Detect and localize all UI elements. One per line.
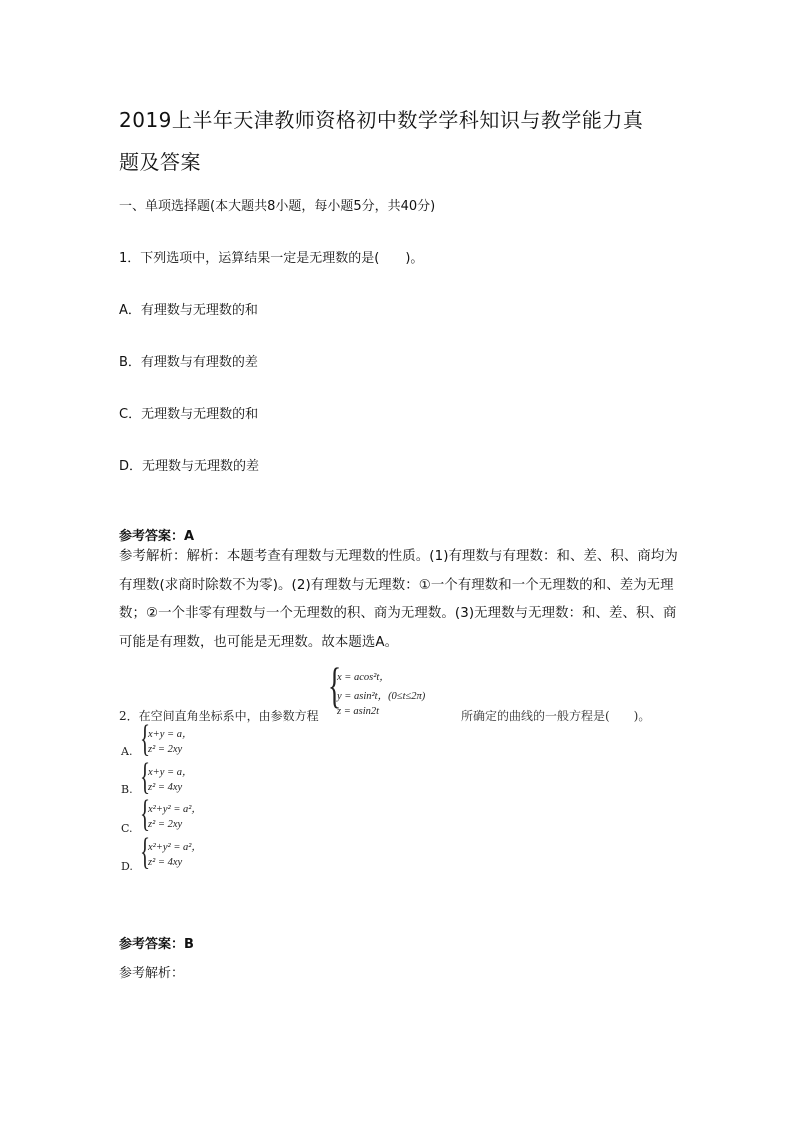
q1-option-a: A．有理数与无理数的和 (119, 303, 258, 318)
brace-icon: { (140, 793, 151, 835)
q2-option-b-system (140, 756, 260, 802)
q2-option-b-eq2: z² = 4xy (148, 782, 183, 793)
q2-param-eq-z: z = asin2t (337, 706, 380, 717)
section-heading: 一、单项选择题(本大题共8小题，每小题5分，共40分) (119, 199, 436, 214)
q2-parametric-system (328, 657, 468, 724)
q2-param-eq-x: x = acos²t， (337, 672, 390, 683)
q1-option-b: B．有理数与有理数的差 (119, 355, 258, 370)
q2-option-b-eq1: x+y = a， (148, 767, 193, 778)
document-title-line-1: 2019上半年天津教师资格初中数学学科知识与教学能力真 (119, 108, 644, 132)
q2-option-a-eq1: x+y = a， (148, 729, 193, 740)
q1-answer: 参考答案：A (119, 529, 195, 544)
q1-stem: 1．下列选项中，运算结果一定是无理数的是( )。 (119, 251, 424, 266)
q2-option-d-system (140, 831, 260, 877)
q2-option-d-eq2: z² = 4xy (148, 857, 183, 868)
q2-option-d-label: D. (121, 860, 133, 873)
q2-option-b-label: B. (121, 783, 133, 796)
q2-option-a-eq2: z² = 2xy (148, 744, 183, 755)
q1-option-c: C．无理数与无理数的和 (119, 407, 259, 422)
q2-answer: 参考答案：B (119, 937, 194, 952)
q2-stem-suffix: 所确定的曲线的一般方程是( )。 (461, 709, 651, 723)
q2-option-c-eq2: z² = 2xy (148, 819, 183, 830)
brace-icon: { (328, 657, 342, 713)
q2-analysis: 参考解析： (119, 966, 185, 981)
q2-option-c-label: C. (121, 822, 133, 835)
q2-option-a-label: A. (121, 745, 133, 758)
q2-option-c-eq1: x²+y² = a²， (148, 804, 202, 815)
q2-stem-prefix: 2．在空间直角坐标系中，由参数方程 (119, 709, 319, 723)
q1-option-d: D．无理数与无理数的差 (119, 459, 260, 474)
brace-icon: { (140, 756, 151, 798)
brace-icon: { (140, 718, 151, 760)
brace-icon: { (140, 831, 151, 873)
document-title-line-2: 题及答案 (119, 150, 201, 174)
q2-option-c-system (140, 793, 260, 839)
q2-param-eq-y: y = asin²t，(0≤t≤2π) (337, 691, 426, 702)
q2-option-a-system (140, 718, 260, 764)
q2-option-d-eq1: x²+y² = a²， (148, 842, 202, 853)
q1-analysis: 参考解析：解析：本题考查有理数与无理数的性质。(1)有理数与有理数：和、差、积、商均为有理数(求商时除数不为零)。(2)有理数与无理数：①一个有理数和一个无理数的和、差为无理数；②一个非零有理数与一个无理数的积、商为无理数。(3)无理数与无理数：和、差、积、商可能是有理数，也可能是无理数。故本题选A。 (119, 549, 678, 650)
